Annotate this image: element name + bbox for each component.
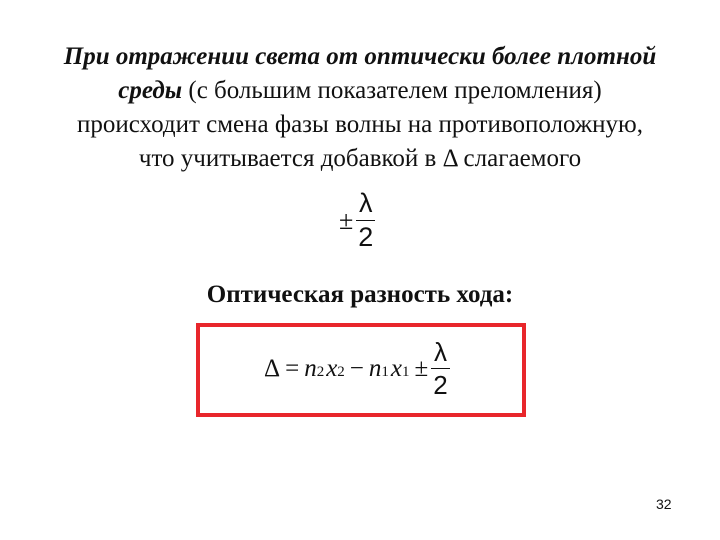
n1-subscript: 1: [381, 364, 389, 380]
paragraph-line-4: что учитывается добавкой в Δ слагаемого: [138, 145, 582, 172]
n2-subscript: 2: [316, 364, 325, 380]
section-heading: Оптическая разность хода:: [206, 281, 514, 308]
x2-subscript: 2: [337, 364, 345, 380]
formula-fraction-denominator: 2: [433, 370, 448, 400]
path-difference-formula: [264, 339, 450, 398]
formula-box: [196, 323, 526, 417]
formula-half-wavelength-fraction: [431, 339, 449, 398]
paragraph-line-2-text: (с большим показателем преломления): [182, 77, 602, 104]
intro-paragraph: [0, 40, 720, 176]
equals-sign: =: [285, 354, 300, 382]
half-wavelength-fraction: [356, 190, 375, 251]
minus-sign: −: [349, 354, 364, 382]
paragraph-line-1: При отражении света от оптически более плотной: [63, 43, 657, 70]
formula-fraction-bar: [431, 368, 449, 369]
x1-subscript: 1: [402, 364, 410, 380]
x1-symbol: x: [390, 354, 403, 382]
paragraph-line-3: происходит смена фазы волны на противоположную,: [77, 111, 643, 138]
fraction-numerator: λ: [359, 188, 373, 218]
plus-minus-half-wavelength: [339, 190, 375, 251]
plus-minus-sign: ±: [339, 205, 354, 235]
fraction-denominator: 2: [358, 222, 374, 252]
paragraph-line-2-emphasis: среды: [118, 77, 183, 104]
n2-symbol: n: [304, 354, 317, 382]
paragraph-line-2: [0, 74, 720, 108]
formula-fraction-numerator: λ: [433, 337, 447, 367]
n1-symbol: n: [368, 354, 382, 382]
page-number: 32: [656, 496, 672, 512]
fraction-bar: [356, 220, 375, 221]
plus-minus-sign-formula: ±: [414, 354, 429, 382]
x2-symbol: x: [326, 354, 338, 382]
delta-symbol: Δ: [264, 354, 281, 382]
